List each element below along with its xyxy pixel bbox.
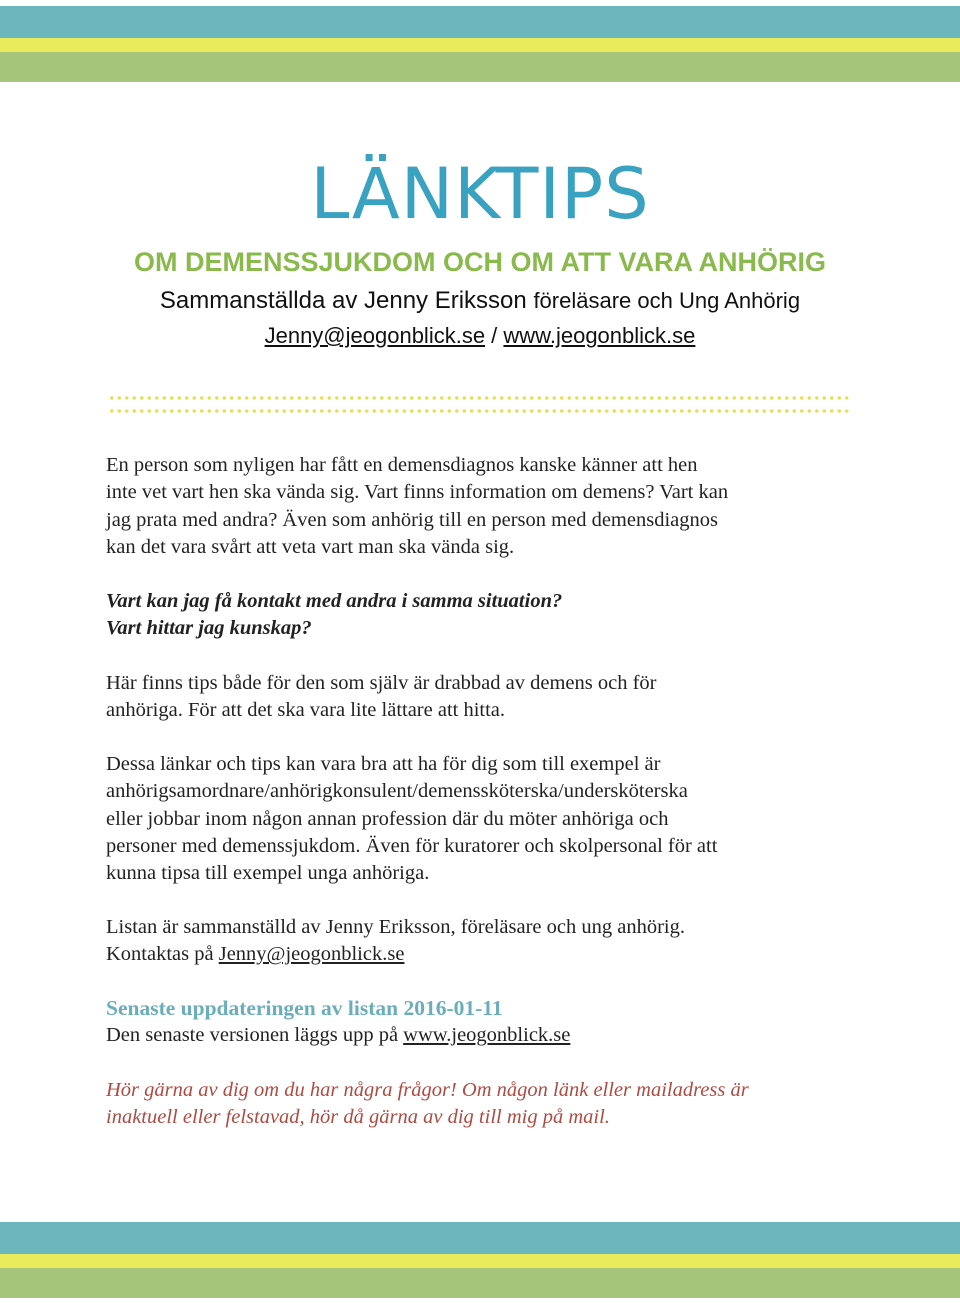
dotted-divider-bottom: [108, 409, 850, 413]
audience-line: kunna tipsa till exempel unga anhöriga.: [106, 862, 430, 885]
questions-block: [106, 588, 866, 643]
compiled-email-link[interactable]: Jenny@jeogonblick.se: [218, 943, 405, 966]
compiled-paragraph: [106, 914, 866, 969]
question-line: Vart kan jag få kontakt med andra i samma situation?: [106, 590, 563, 612]
compiled-line: Listan är sammanställd av Jenny Eriksson, föreläsare och ung anhörig.: [106, 916, 685, 938]
audience-line: Dessa länkar och tips kan vara bra att ha för dig som till exempel är: [106, 753, 661, 775]
bottom-band-yellow: [0, 1254, 960, 1268]
note-line: inaktuell eller felstavad, hör då gärna av dig till mig på mail.: [106, 1106, 610, 1129]
compiled-contact-line: [106, 941, 866, 968]
update-block: [106, 995, 866, 1050]
update-heading: Senaste uppdateringen av listan 2016-01-11: [106, 996, 503, 1020]
tips-line: Här finns tips både för den som själv är drabbad av demens och för: [106, 672, 657, 694]
bottom-band-teal: [0, 1222, 960, 1254]
compiled-contact-prefix: Kontaktas på: [106, 943, 219, 966]
audience-line: personer med demenssjukdom. Även för kuratorer och skolpersonal för att: [106, 834, 718, 857]
author-role: föreläsare och Ung Anhörig: [533, 288, 801, 313]
top-band-teal: [0, 6, 960, 38]
dotted-divider-top: [108, 396, 850, 400]
top-band-green: [0, 52, 960, 82]
header-website-link[interactable]: www.jeogonblick.se: [503, 323, 696, 348]
update-line: [106, 1022, 866, 1049]
intro-line: inte vet vart hen ska vända sig. Vart finns information om demens? Vart kan: [106, 481, 729, 504]
intro-line: En person som nyligen har fått en demensdiagnos kanske känner att hen: [106, 454, 698, 476]
page-title: LÄNKTIPS: [310, 153, 650, 235]
note-line: Hör gärna av dig om du har några frågor! Om någon länk eller mailadress är: [106, 1079, 749, 1101]
header-email-link[interactable]: Jenny@jeogonblick.se: [264, 323, 486, 348]
contact-line: [0, 320, 960, 352]
audience-line: anhörigsamordnare/anhörigkonsulent/demenssköterska/undersköterska: [106, 780, 688, 803]
top-band-yellow: [0, 38, 960, 52]
contact-separator: /: [485, 323, 504, 348]
update-prefix: Den senaste versionen läggs upp på: [106, 1024, 404, 1047]
intro-paragraph: [106, 452, 866, 561]
update-website-link[interactable]: www.jeogonblick.se: [403, 1024, 571, 1047]
tips-paragraph: [106, 670, 866, 725]
audience-line: eller jobbar inom någon annan profession där du möter anhöriga och: [106, 807, 669, 830]
question-line: Vart hittar jag kunskap?: [106, 617, 312, 640]
contact-note: [106, 1077, 866, 1132]
intro-line: jag prata med andra? Även som anhörig till en person med demensdiagnos: [106, 508, 718, 531]
bottom-band-green: [0, 1268, 960, 1298]
author-main: Sammanställda av Jenny Eriksson: [159, 287, 527, 314]
tips-line: anhöriga. För att det ska vara lite lättare att hitta.: [106, 699, 506, 722]
page-subtitle: OM DEMENSSJUKDOM OCH OM ATT VARA ANHÖRIG: [134, 247, 826, 277]
intro-line: kan det vara svårt att veta vart man ska vända sig.: [106, 535, 515, 558]
audience-paragraph: [106, 751, 866, 887]
author-line: [0, 284, 960, 318]
